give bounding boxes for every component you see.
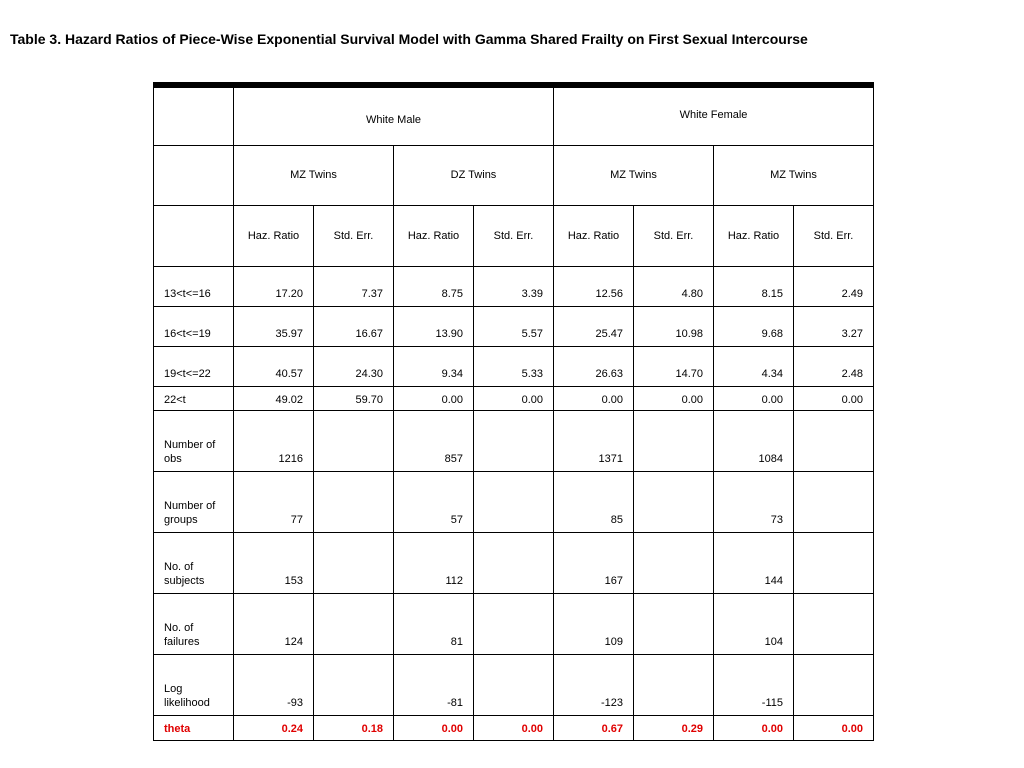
table-cell <box>634 471 714 532</box>
table-cell: 153 <box>234 532 314 593</box>
column-header: Std. Err. <box>314 205 394 266</box>
table-cell: 104 <box>714 593 794 654</box>
table-cell <box>314 471 394 532</box>
table-cell <box>474 532 554 593</box>
theta-cell: 0.18 <box>314 715 394 740</box>
table-cell: 17.20 <box>234 266 314 306</box>
theta-cell: 0.00 <box>714 715 794 740</box>
table-cell: 8.75 <box>394 266 474 306</box>
theta-cell: 0.29 <box>634 715 714 740</box>
column-header: Haz. Ratio <box>234 205 314 266</box>
table-cell <box>794 532 874 593</box>
table-cell: 25.47 <box>554 306 634 346</box>
table-cell: 9.34 <box>394 346 474 386</box>
table-row <box>154 471 874 532</box>
table-cell <box>474 410 554 471</box>
row-label-line: failures <box>164 635 200 648</box>
table-cell: 81 <box>394 593 474 654</box>
table-cell: -81 <box>394 654 474 715</box>
table-cell: 0.00 <box>634 386 714 410</box>
table-cell: 85 <box>554 471 634 532</box>
row-label <box>154 532 234 593</box>
hazard-ratio-table <box>153 82 874 741</box>
row-label-line: groups <box>164 513 198 526</box>
row-label-line: subjects <box>164 574 205 587</box>
table-cell: 59.70 <box>314 386 394 410</box>
table-cell: 9.68 <box>714 306 794 346</box>
theta-cell: 0.00 <box>794 715 874 740</box>
table-row <box>154 593 874 654</box>
table-title: Table 3. Hazard Ratios of Piece-Wise Exponential Survival Model with Gamma Shared Frailty on First Sexual Intercourse <box>10 31 808 47</box>
table-cell: 167 <box>554 532 634 593</box>
row-label <box>154 410 234 471</box>
corner-cell <box>154 205 234 266</box>
column-header: Haz. Ratio <box>394 205 474 266</box>
table-row <box>154 532 874 593</box>
table-cell: 26.63 <box>554 346 634 386</box>
table-cell: 0.00 <box>394 386 474 410</box>
row-label <box>154 654 234 715</box>
table-cell: -115 <box>714 654 794 715</box>
table-cell: 14.70 <box>634 346 714 386</box>
theta-cell: 0.67 <box>554 715 634 740</box>
row-label-line: Log <box>164 682 183 695</box>
table-row <box>154 266 874 306</box>
column-header: Std. Err. <box>474 205 554 266</box>
table-cell: 24.30 <box>314 346 394 386</box>
theta-row <box>154 715 874 740</box>
row-label <box>154 593 234 654</box>
table-cell: 73 <box>714 471 794 532</box>
table-cell: 7.37 <box>314 266 394 306</box>
subgroup-header: DZ Twins <box>394 145 554 205</box>
table-cell: 8.15 <box>714 266 794 306</box>
row-label-line: likelihood <box>164 696 210 709</box>
table-cell: 3.27 <box>794 306 874 346</box>
table-cell <box>794 654 874 715</box>
theta-cell: 0.00 <box>474 715 554 740</box>
table-row <box>154 654 874 715</box>
row-label-line: Number of <box>164 438 216 451</box>
table-cell <box>634 410 714 471</box>
table-cell <box>794 593 874 654</box>
table-cell: 1084 <box>714 410 794 471</box>
theta-cell: 0.00 <box>394 715 474 740</box>
table-cell <box>474 471 554 532</box>
table-cell: 40.57 <box>234 346 314 386</box>
subgroup-header: MZ Twins <box>714 145 874 205</box>
theta-cell: 0.24 <box>234 715 314 740</box>
table-cell: 0.00 <box>714 386 794 410</box>
table-cell <box>794 410 874 471</box>
corner-cell <box>154 85 234 145</box>
row-label <box>154 471 234 532</box>
corner-cell <box>154 145 234 205</box>
row-label-line: Number of <box>164 499 216 512</box>
table-cell: 57 <box>394 471 474 532</box>
column-header-row <box>154 205 874 266</box>
table-cell <box>314 654 394 715</box>
table-row <box>154 306 874 346</box>
subgroup-header-row <box>154 145 874 205</box>
column-header: Std. Err. <box>794 205 874 266</box>
table-row <box>154 386 874 410</box>
table-cell: 0.00 <box>554 386 634 410</box>
table-cell: 112 <box>394 532 474 593</box>
row-label: 13<t<=16 <box>154 266 234 306</box>
table-cell: -123 <box>554 654 634 715</box>
table-cell: 1371 <box>554 410 634 471</box>
table-cell: 124 <box>234 593 314 654</box>
table-cell <box>634 654 714 715</box>
table-cell: 144 <box>714 532 794 593</box>
group-header-white-female: White Female <box>554 85 874 145</box>
table-cell: 12.56 <box>554 266 634 306</box>
table-cell: 4.80 <box>634 266 714 306</box>
table-cell: 35.97 <box>234 306 314 346</box>
subgroup-header: MZ Twins <box>234 145 394 205</box>
column-header: Std. Err. <box>634 205 714 266</box>
table-cell <box>314 410 394 471</box>
table-cell: 3.39 <box>474 266 554 306</box>
table-cell: 1216 <box>234 410 314 471</box>
table-cell: -93 <box>234 654 314 715</box>
column-header: Haz. Ratio <box>714 205 794 266</box>
table-cell: 4.34 <box>714 346 794 386</box>
row-label-line: No. of <box>164 621 194 634</box>
subgroup-header: MZ Twins <box>554 145 714 205</box>
table-row <box>154 410 874 471</box>
table-cell: 5.33 <box>474 346 554 386</box>
table-cell: 0.00 <box>474 386 554 410</box>
group-header-row <box>154 85 874 145</box>
theta-label: theta <box>154 715 234 740</box>
table-cell: 5.57 <box>474 306 554 346</box>
table-cell: 857 <box>394 410 474 471</box>
table-row <box>154 346 874 386</box>
table-cell: 77 <box>234 471 314 532</box>
table-cell: 0.00 <box>794 386 874 410</box>
group-header-white-male: White Male <box>234 85 554 145</box>
table-cell: 10.98 <box>634 306 714 346</box>
row-label-line: No. of <box>164 560 194 573</box>
row-label: 19<t<=22 <box>154 346 234 386</box>
table-cell: 16.67 <box>314 306 394 346</box>
table-cell: 2.49 <box>794 266 874 306</box>
table-cell <box>794 471 874 532</box>
table-cell <box>634 593 714 654</box>
table-cell <box>634 532 714 593</box>
table-cell <box>474 654 554 715</box>
row-label: 22<t <box>154 386 234 410</box>
table-cell: 13.90 <box>394 306 474 346</box>
table-cell: 109 <box>554 593 634 654</box>
row-label-line: obs <box>164 452 182 465</box>
column-header: Haz. Ratio <box>554 205 634 266</box>
table-cell: 49.02 <box>234 386 314 410</box>
table-cell <box>474 593 554 654</box>
table-cell <box>314 593 394 654</box>
table-cell <box>314 532 394 593</box>
row-label: 16<t<=19 <box>154 306 234 346</box>
table-cell: 2.48 <box>794 346 874 386</box>
